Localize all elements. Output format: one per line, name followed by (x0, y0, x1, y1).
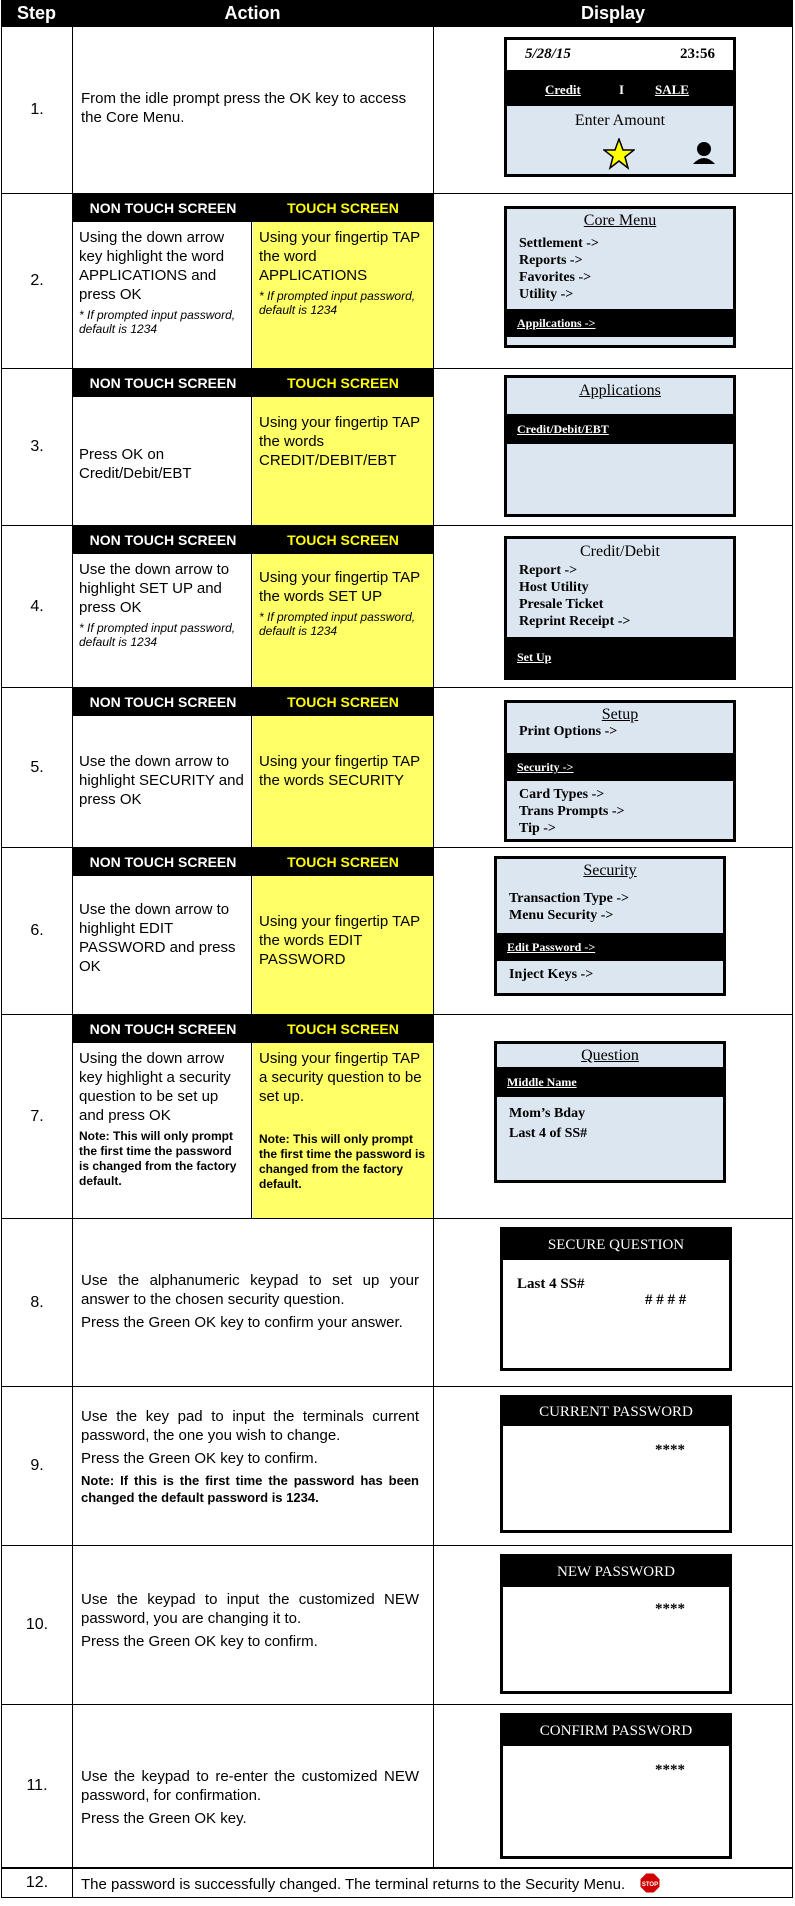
action-cell (73, 688, 434, 847)
non-touch-label: NON TOUCH SCREEN (73, 369, 253, 397)
step-row-5 (1, 688, 793, 848)
non-touch-label: NON TOUCH SCREEN (73, 526, 253, 554)
menu-item: Mom’s Bday (509, 1106, 586, 1121)
password-mask: **** (655, 1762, 685, 1778)
step-row-6 (1, 848, 793, 1015)
touch-label: TOUCH SCREEN (253, 1015, 433, 1043)
step-row-11 (1, 1705, 793, 1868)
action-text: From the idle prompt press the OK key to access the Core Menu. (81, 90, 407, 126)
star-icon (603, 138, 635, 170)
display-header: Display (580, 3, 646, 23)
non-touch-instructions (73, 716, 252, 847)
action-cell (73, 1219, 434, 1386)
screen-title: SECURE QUESTION (503, 1230, 729, 1260)
first-time-note: Note: This will only prompt the first time the password is changed from the factory default. (259, 1132, 426, 1191)
action-cell (73, 848, 434, 1014)
menu-item: Report -> (519, 563, 578, 578)
action-line: Press the Green OK key to confirm. (81, 1450, 318, 1467)
touch-label: TOUCH SCREEN (253, 848, 433, 876)
terminal-screen (504, 206, 736, 348)
terminal-screen (504, 37, 736, 177)
menu-item: Trans Prompts -> (519, 804, 625, 819)
display-cell (434, 526, 793, 687)
password-mask: **** (655, 1442, 685, 1458)
menu-item: Host Utility (519, 580, 589, 595)
terminal-screen (494, 856, 726, 996)
highlighted-menu-item: Set Up (507, 637, 733, 677)
action-cell (73, 1546, 434, 1704)
stop-icon-label: STOP (641, 1882, 659, 1888)
menu-item: Menu Security -> (509, 908, 614, 923)
touch-label: TOUCH SCREEN (253, 688, 433, 716)
screen-title: CONFIRM PASSWORD (503, 1716, 729, 1746)
screen-date: 5/28/15 (525, 46, 571, 62)
final-text: The password is successfully changed. The terminal returns to the Security Menu. (81, 1876, 626, 1893)
menu-item: Last 4 of SS# (509, 1126, 588, 1141)
touch-text: Using your fingertip TAP the words SET UP (259, 569, 420, 605)
step-number: 11. (2, 1705, 73, 1867)
screen-title: CURRENT PASSWORD (503, 1398, 729, 1426)
action-line: Press the Green OK key. (81, 1810, 247, 1827)
touch-instructions (253, 716, 433, 847)
action-text (81, 1590, 419, 1655)
display-cell (434, 688, 793, 847)
non-touch-instructions (73, 397, 252, 525)
touch-label: TOUCH SCREEN (253, 526, 433, 554)
step-row-7 (1, 1015, 793, 1219)
screen-title: Core Menu (583, 212, 657, 229)
non-touch-label: NON TOUCH SCREEN (73, 194, 253, 222)
display-cell (434, 1705, 793, 1867)
touch-instructions (253, 222, 433, 368)
step-header: Step (16, 3, 56, 23)
action-cell (73, 194, 434, 368)
touch-instructions (253, 554, 433, 687)
action-text (81, 1407, 419, 1510)
action-text (81, 1271, 419, 1336)
touch-text: Using your fingertip TAP the words SECURITY (259, 753, 420, 789)
menu-item: Inject Keys -> (509, 967, 594, 982)
menu-item: Utility -> (519, 287, 574, 302)
terminal-screen (500, 1227, 732, 1371)
non-touch-instructions (73, 222, 252, 368)
step-row-10 (1, 1546, 793, 1705)
highlighted-menu-item: Middle Name (497, 1067, 723, 1097)
non-touch-instructions (73, 876, 252, 1014)
action-line: Use the keypad to input the customized NEW password, you are changing it to. (81, 1591, 419, 1627)
non-touch-instructions (73, 554, 252, 687)
screen-title: Question (581, 1047, 639, 1064)
action-cell (73, 1015, 434, 1218)
action-line: Use the alphanumeric keypad to set up your answer to the chosen security question. (81, 1272, 419, 1308)
sale-softkey: SALE (655, 82, 689, 97)
step-number: 10. (2, 1546, 73, 1704)
screen-title: NEW PASSWORD (503, 1557, 729, 1587)
touch-label: TOUCH SCREEN (253, 369, 433, 397)
non-touch-instructions (73, 1043, 252, 1218)
screen-softkey-bar (507, 70, 733, 106)
step-number: 1. (2, 27, 73, 193)
non-touch-label: NON TOUCH SCREEN (73, 848, 253, 876)
touch-label: TOUCH SCREEN (253, 194, 433, 222)
question-label: Last 4 SS# (517, 1276, 585, 1292)
terminal-screen (500, 1713, 732, 1859)
display-cell (434, 1015, 793, 1218)
display-cell (434, 1387, 793, 1545)
step-row-4 (1, 526, 793, 688)
password-note: * If prompted input password, default is 1234 (79, 308, 236, 336)
non-touch-label: NON TOUCH SCREEN (73, 688, 253, 716)
touch-instructions (253, 876, 433, 1014)
action-cell (73, 369, 434, 525)
screen-title: Applications (579, 382, 661, 399)
display-cell (434, 27, 793, 193)
highlighted-menu-item: Appilcations -> (507, 309, 733, 337)
step-number: 12. (2, 1869, 73, 1897)
terminal-screen (504, 375, 736, 517)
highlighted-menu-item: Credit/Debit/EBT (507, 414, 733, 444)
touch-text: Using your fingertip TAP a security question to be set up. (259, 1050, 422, 1105)
password-mask: **** (655, 1601, 685, 1617)
step-row-8 (1, 1219, 793, 1387)
menu-item: Card Types -> (519, 787, 605, 802)
menu-item: Tip -> (519, 821, 556, 836)
terminal-screen (500, 1554, 732, 1694)
credit-softkey: Credit (545, 82, 581, 97)
action-line: Use the keypad to re-enter the customized NEW password, for confirmation. (81, 1768, 419, 1804)
step-number: 3. (2, 369, 73, 525)
display-cell (434, 1546, 793, 1704)
menu-item: Favorites -> (519, 270, 592, 285)
action-cell (73, 27, 434, 193)
display-cell (434, 848, 793, 1014)
non-touch-text: Use the down arrow to highlight SECURITY and press OK (79, 753, 244, 808)
stop-icon (639, 1872, 661, 1894)
touch-instructions (253, 397, 433, 525)
action-header: Action (224, 3, 281, 23)
screen-title: Setup (601, 706, 639, 723)
non-touch-text: Using the down arrow key highlight the word APPLICATIONS and press OK (79, 229, 225, 303)
action-line: Press the Green OK key to confirm. (81, 1633, 318, 1650)
menu-item: Settlement -> (519, 236, 599, 251)
user-icon (691, 140, 717, 166)
highlighted-menu-item: Edit Password -> (497, 933, 723, 961)
highlighted-menu-item: Security -> (507, 753, 733, 781)
enter-amount-prompt: Enter Amount (574, 112, 666, 129)
step-number: 5. (2, 688, 73, 847)
action-note: Note: If this is the first time the password has been changed the default password is 1234. (81, 1473, 419, 1505)
terminal-screen (504, 536, 736, 680)
screen-time: 23:56 (680, 46, 715, 62)
screen-body (507, 106, 733, 174)
softkey-separator: I (619, 82, 625, 97)
terminal-screen (494, 1041, 726, 1183)
step-row-2 (1, 194, 793, 369)
menu-item: Presale Ticket (519, 597, 604, 612)
display-cell (434, 194, 793, 368)
action-cell (73, 1387, 434, 1545)
step-row-12 (1, 1868, 793, 1898)
step-number: 8. (2, 1219, 73, 1386)
non-touch-text: Use the down arrow to highlight SET UP and press OK (79, 561, 230, 616)
answer-mask: # # # # (645, 1292, 687, 1308)
step-row-9 (1, 1387, 793, 1546)
menu-item: Print Options -> (519, 724, 618, 739)
non-touch-label: NON TOUCH SCREEN (73, 1015, 253, 1043)
terminal-screen (504, 700, 736, 842)
non-touch-text: Use the down arrow to highlight EDIT PASSWORD and press OK (79, 901, 236, 975)
step-number: 2. (2, 194, 73, 368)
touch-text: Using your fingertip TAP the word APPLICATIONS (259, 229, 420, 284)
step-number: 9. (2, 1387, 73, 1545)
first-time-note: Note: This will only prompt the first time the password is changed from the factory default. (79, 1129, 237, 1188)
menu-item: Transaction Type -> (509, 891, 629, 906)
password-note: * If prompted input password, default is 1234 (79, 621, 236, 649)
password-note: * If prompted input password, default is 1234 (259, 610, 416, 638)
step-row-3 (1, 369, 793, 526)
touch-instructions (253, 1043, 433, 1218)
touch-text: Using your fingertip TAP the words CREDIT/DEBIT/EBT (259, 414, 420, 469)
action-line: Use the key pad to input the terminals current password, the one you wish to change. (81, 1408, 419, 1444)
menu-item: Reprint Receipt -> (519, 614, 631, 629)
table-header (1, 0, 793, 27)
non-touch-text: Press OK on Credit/Debit/EBT (79, 446, 192, 482)
action-cell (73, 526, 434, 687)
action-line: Press the Green OK key to confirm your answer. (81, 1314, 403, 1331)
step-number: 7. (2, 1015, 73, 1218)
step-number: 6. (2, 848, 73, 1014)
screen-title: Security (583, 862, 637, 879)
display-cell (434, 369, 793, 525)
terminal-screen (500, 1395, 732, 1533)
step-row-1 (1, 27, 793, 194)
step-number: 4. (2, 526, 73, 687)
password-note: * If prompted input password, default is 1234 (259, 289, 416, 317)
menu-item: Reports -> (519, 253, 583, 268)
display-cell (434, 1219, 793, 1386)
non-touch-text: Using the down arrow key highlight a security question to be set up and press OK (79, 1050, 231, 1124)
touch-text: Using your fingertip TAP the words EDIT PASSWORD (259, 913, 420, 968)
screen-title: Credit/Debit (580, 543, 660, 560)
action-cell (73, 1705, 434, 1867)
action-text (81, 1767, 419, 1832)
